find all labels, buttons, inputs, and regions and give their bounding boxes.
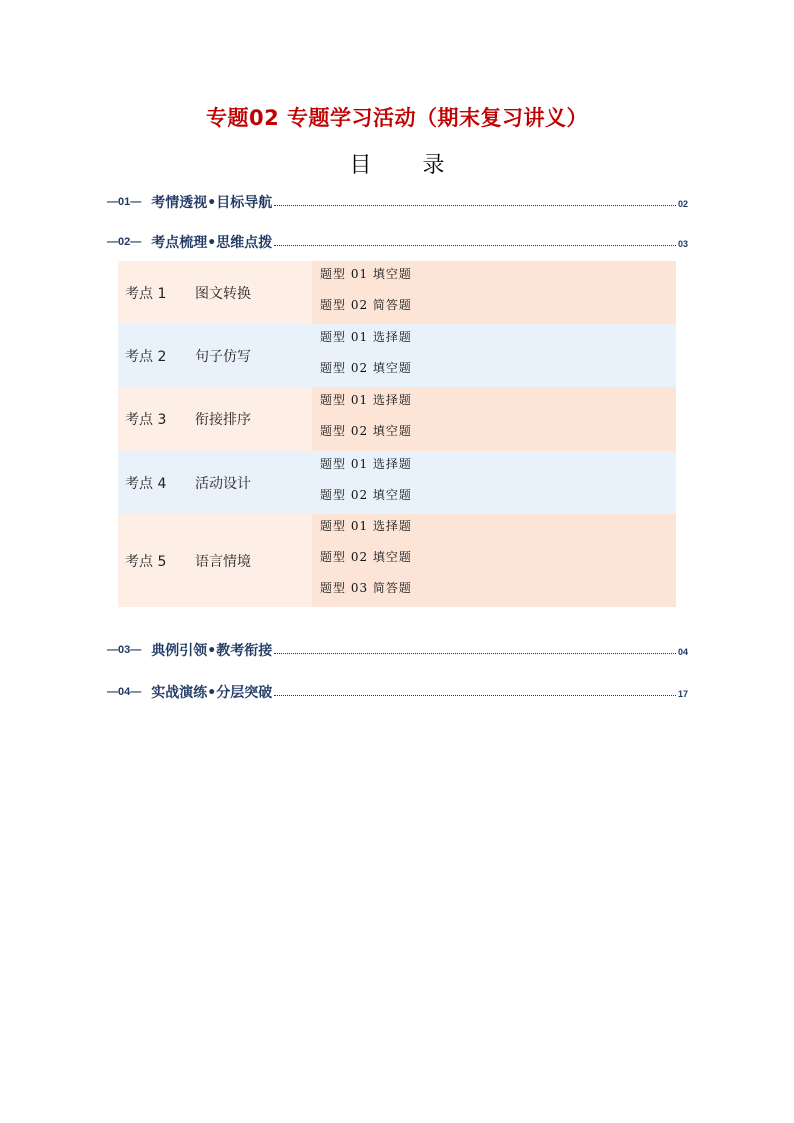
kaodian-types	[312, 324, 676, 387]
toc-entry-text: 实战演练•分层突破	[151, 685, 273, 701]
toc-entry-page: 04	[677, 647, 688, 657]
toc-entry-page: 17	[677, 689, 688, 699]
toc-entry-text: 考点梳理•思维点拨	[151, 235, 273, 251]
kaodian-types	[312, 261, 676, 324]
toc-entry-text: 考情透视•目标导航	[151, 195, 273, 211]
question-type[interactable]: 题型 01 填空题	[320, 266, 412, 281]
kaodian-number: 考点 2	[125, 348, 167, 365]
kaodian-name: 句子仿写	[195, 348, 251, 365]
kaodian-row-5[interactable]	[118, 514, 676, 607]
toc-dot-leader	[274, 653, 676, 654]
toc-dot-leader	[274, 245, 676, 246]
question-type[interactable]: 题型 02 填空题	[320, 360, 412, 375]
question-type[interactable]: 题型 02 填空题	[320, 487, 412, 502]
toc-entry-number: —04—	[107, 686, 142, 698]
question-type[interactable]: 题型 01 选择题	[320, 393, 412, 407]
kaodian-table	[118, 261, 676, 607]
toc-entry-number: —03—	[107, 644, 142, 656]
question-type[interactable]: 题型 02 填空题	[320, 550, 412, 564]
kaodian-name: 语言情境	[195, 553, 251, 570]
kaodian-label	[118, 387, 312, 451]
kaodian-number: 考点 4	[125, 475, 167, 492]
question-type[interactable]: 题型 02 简答题	[320, 297, 412, 312]
kaodian-label	[118, 451, 312, 514]
toc-dot-leader	[274, 695, 676, 696]
kaodian-types	[312, 451, 676, 514]
question-type[interactable]: 题型 01 选择题	[320, 329, 412, 344]
kaodian-types	[312, 387, 676, 451]
kaodian-row-2[interactable]	[118, 324, 676, 387]
toc-entry-01[interactable]	[107, 192, 688, 212]
kaodian-label	[118, 261, 312, 324]
kaodian-row-4[interactable]	[118, 451, 676, 514]
toc-entry-text: 典例引领•教考衔接	[151, 643, 273, 659]
document-title: 专题02 专题学习活动（期末复习讲义）	[205, 106, 589, 130]
kaodian-name: 活动设计	[195, 475, 251, 492]
question-type[interactable]: 题型 03 简答题	[320, 581, 412, 595]
kaodian-label	[118, 514, 312, 607]
toc-entry-page: 03	[677, 239, 688, 249]
kaodian-number: 考点 3	[125, 412, 167, 428]
toc-entry-03[interactable]	[107, 640, 688, 660]
kaodian-label	[118, 324, 312, 387]
toc-entry-04[interactable]	[107, 682, 688, 702]
kaodian-name: 衔接排序	[195, 412, 251, 428]
kaodian-name: 图文转换	[195, 285, 251, 302]
kaodian-row-1[interactable]	[118, 261, 676, 324]
toc-entry-number: —01—	[107, 196, 142, 208]
toc-heading: 目 录	[349, 153, 467, 178]
toc-entry-page: 02	[677, 199, 688, 209]
toc-entry-number: —02—	[107, 236, 142, 248]
question-type[interactable]: 题型 02 填空题	[320, 424, 412, 438]
toc-dot-leader	[274, 205, 676, 206]
kaodian-number: 考点 5	[125, 553, 167, 570]
kaodian-types	[312, 514, 676, 607]
toc-entry-02[interactable]	[107, 232, 688, 252]
question-type[interactable]: 题型 01 选择题	[320, 519, 412, 533]
kaodian-number: 考点 1	[125, 285, 167, 302]
kaodian-row-3[interactable]	[118, 387, 676, 451]
question-type[interactable]: 题型 01 选择题	[320, 456, 412, 471]
